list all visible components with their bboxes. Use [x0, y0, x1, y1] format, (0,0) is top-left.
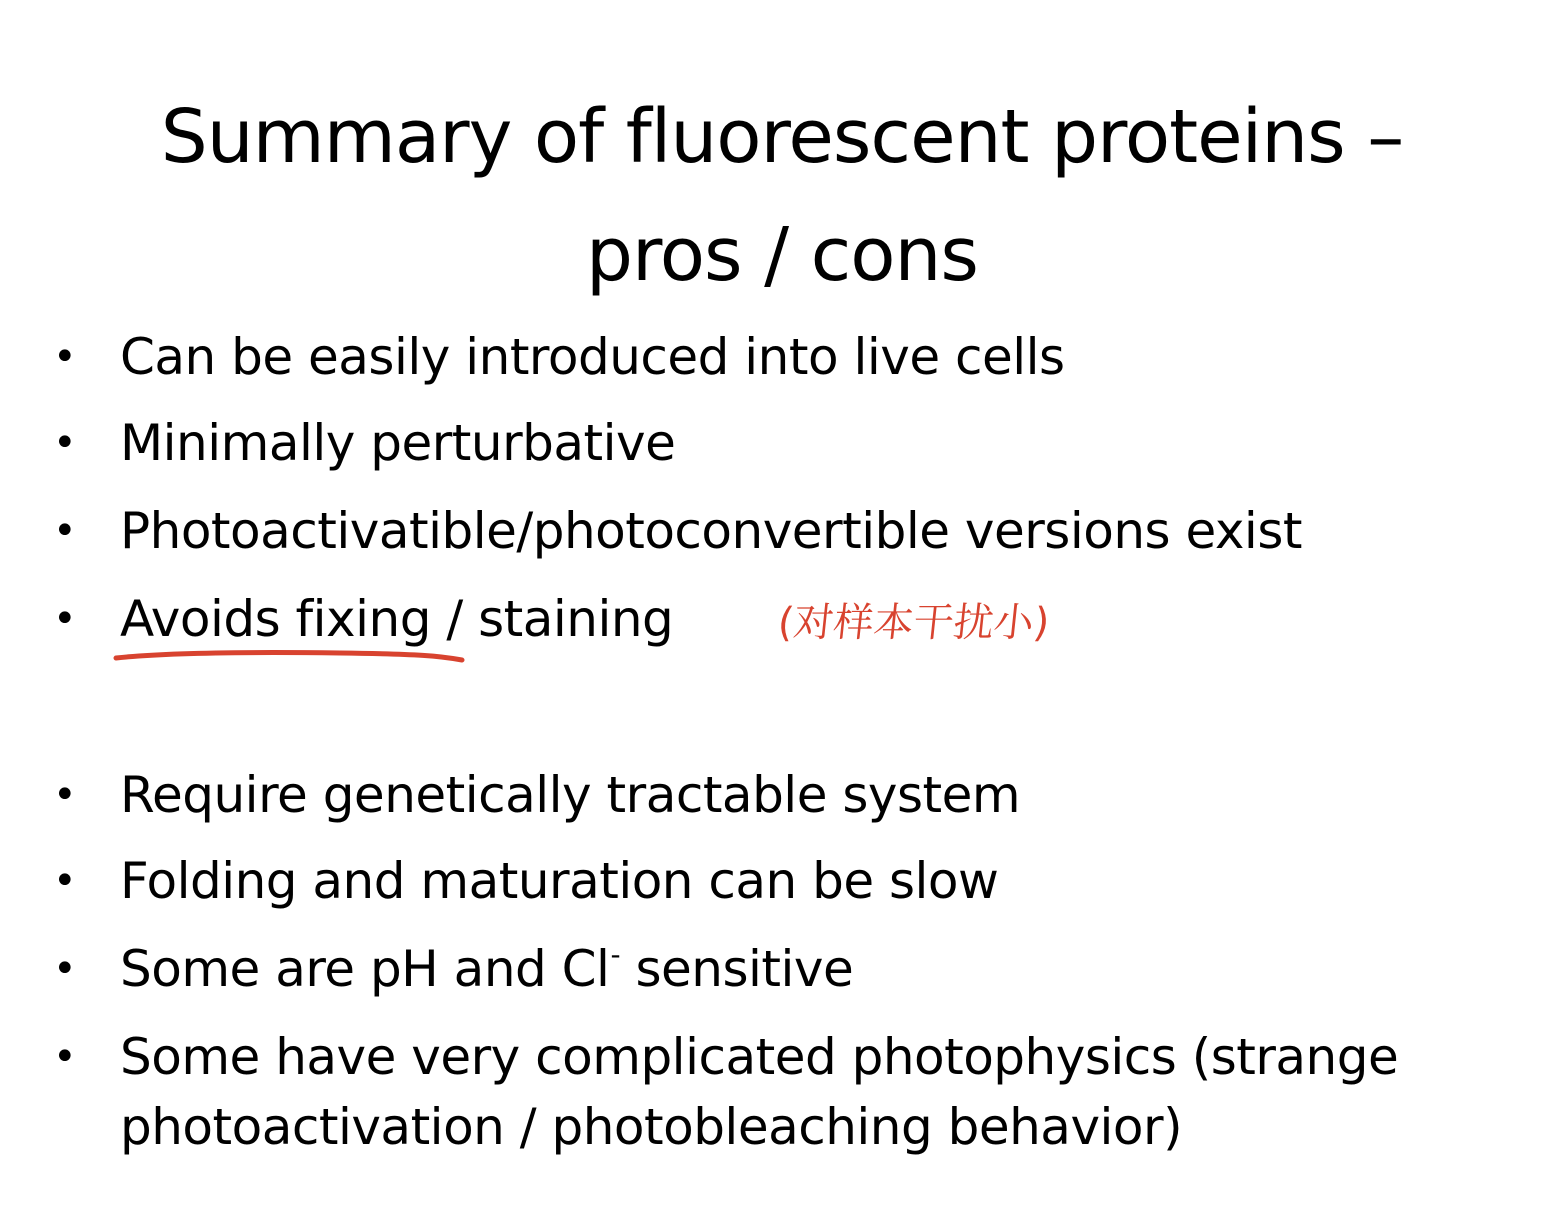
bullet-text: Folding and maturation can be slow	[120, 852, 999, 910]
bullet-text-ph-cl	[120, 934, 853, 1012]
bullet-icon: •	[53, 508, 77, 554]
slide-title-line-1: Summary of fluorescent proteins –	[160, 93, 1404, 180]
bullet-text: Require genetically tractable system	[120, 766, 1021, 824]
chloride-superscript: -	[610, 938, 621, 971]
bullet-text: Avoids fixing / staining	[120, 590, 674, 648]
bullet-icon: •	[53, 596, 77, 642]
bullet-text: Some have very complicated photophysics (strange	[120, 1028, 1399, 1086]
bullet-icon: •	[53, 946, 77, 992]
bullet-text: Can be easily introduced into live cells	[120, 328, 1065, 386]
bullet-icon: •	[53, 1034, 77, 1080]
handwritten-underline	[110, 640, 480, 680]
slide-title-line-2: pros / cons	[586, 211, 978, 298]
slide-title	[0, 78, 1564, 314]
bullet-text: Minimally perturbative	[120, 414, 676, 472]
bullet-icon: •	[53, 858, 77, 904]
bullet-icon: •	[53, 420, 77, 466]
bullet-icon: •	[53, 334, 77, 380]
handwritten-annotation: (对样本干扰小)	[775, 600, 1052, 646]
bullet-text-continuation: photoactivation / photobleaching behavior)	[120, 1098, 1183, 1156]
bullet-text-main: Some are pH and Cl	[120, 940, 610, 998]
underline-stroke	[116, 653, 462, 660]
bullet-icon: •	[53, 772, 77, 818]
bullet-text-suffix: sensitive	[620, 940, 854, 998]
bullet-text: Photoactivatible/photoconvertible versions exist	[120, 502, 1302, 560]
